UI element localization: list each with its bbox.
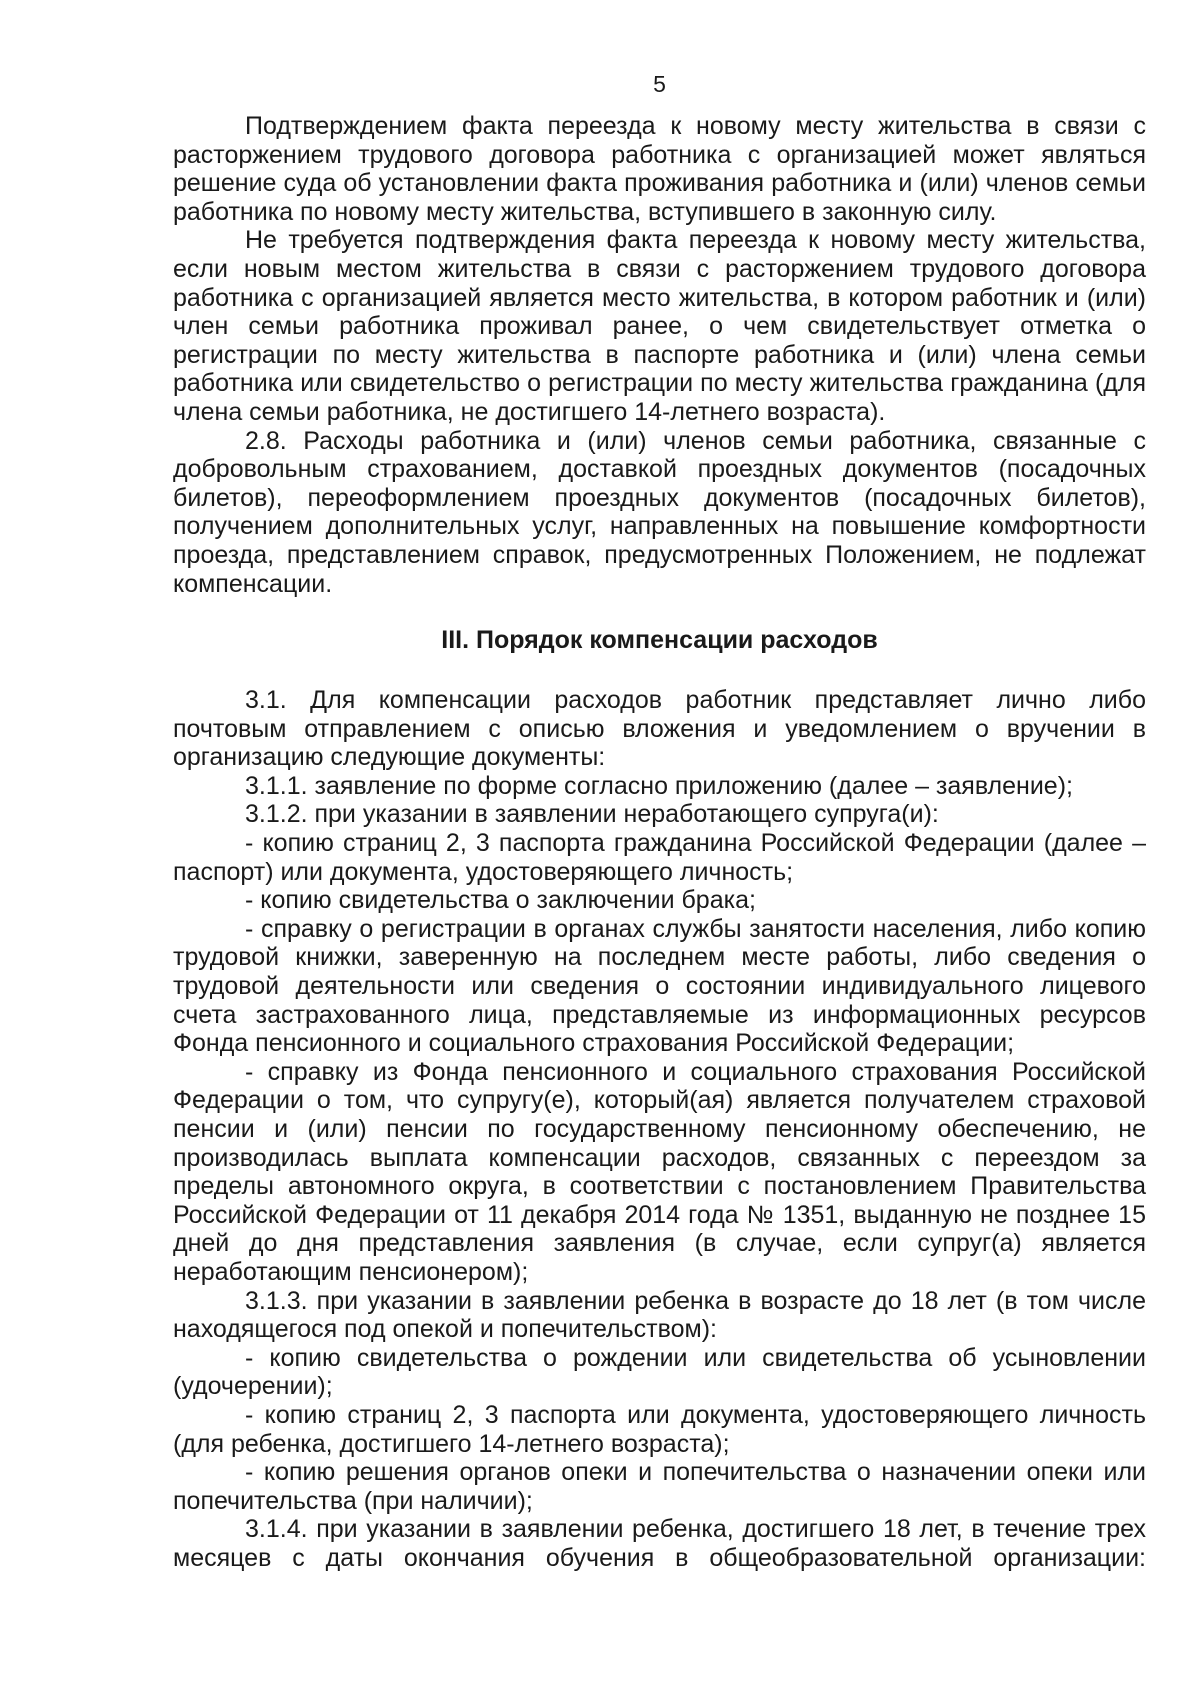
document-page bbox=[173, 70, 1146, 1573]
list-item-child-passport: - копию страниц 2, 3 паспорта или документа, удостоверяющего личность (для ребенка, достигшего 14-летнего возраста); bbox=[173, 1400, 1146, 1458]
page-number: 5 bbox=[653, 71, 666, 97]
list-item-guardianship-decision: - копию решения органов опеки и попечительства о назначении опеки или попечительства (при наличии); bbox=[173, 1458, 1146, 1515]
paragraph-3-1: 3.1. Для компенсации расходов работник представляет лично либо почтовым отправлением с описью вложения и уведомлением о вручении в организацию следующие документы: bbox=[173, 686, 1146, 772]
paragraph-no-proof-required: Не требуется подтверждения факта переезда к новому месту жительства, если новым местом жительства в связи с расторжением трудового договора работника с организацией является место жительства, в котором работник и (или) член семьи работника проживал ранее, о чем свидетельствует отметка о регистрации по месту жительства в паспорте работника и (или) члена семьи работника или свидетельство о регистрации по месту жительства гражданина (для члена семьи работника, не достигшего 14-летнего возраста). bbox=[173, 226, 1146, 426]
section-heading: III. Порядок компенсации расходов bbox=[441, 626, 878, 655]
paragraph-relocation-proof: Подтверждением факта переезда к новому месту жительства в связи с расторжением трудового договора работника с организацией может являться решение суда об установлении факта проживания работника и (или) членов семьи работника по новому месту жительства, вступившего в законную силу. bbox=[173, 112, 1146, 226]
list-item-passport-copy: - копию страниц 2, 3 паспорта гражданина Российской Федерации (далее – паспорт) или документа, удостоверяющего личность; bbox=[173, 829, 1146, 886]
paragraph-3-1-2: 3.1.2. при указании в заявлении неработающего супруга(и): bbox=[245, 800, 939, 829]
paragraph-3-1-4: 3.1.4. при указании в заявлении ребенка, достигшего 18 лет, в течение трех месяцев с даты окончания обучения в общеобразовательной организации: bbox=[173, 1515, 1146, 1572]
list-item-marriage-certificate: - копию свидетельства о заключении брака; bbox=[245, 886, 756, 915]
paragraph-3-1-1: 3.1.1. заявление по форме согласно приложению (далее – заявление); bbox=[245, 771, 1073, 800]
paragraph-3-1-3: 3.1.3. при указании в заявлении ребенка в возрасте до 18 лет (в том числе находящегося под опекой и попечительством): bbox=[173, 1286, 1146, 1344]
list-item-birth-certificate: - копию свидетельства о рождении или свидетельства об усыновлении (удочерении); bbox=[173, 1343, 1146, 1401]
list-item-employment-certificate: - справку о регистрации в органах службы занятости населения, либо копию трудовой книжки, заверенную на последнем месте работы, либо сведения о трудовой деятельности или сведения о состоянии индивидуального лицевого счета застрахованного лица, представляемые из информационных ресурсов Фонда пенсионного и социального страхования Российской Федерации; bbox=[173, 914, 1146, 1058]
list-item-pension-fund-certificate: - справку из Фонда пенсионного и социального страхования Российской Федерации о том, что супругу(е), который(ая) является получателем страховой пенсии и (или) пенсии по государственному пенсионному обеспечению, не производилась выплата компенсации расходов, связанных с переездом за пределы автономного округа, в соответствии с постановлением Правительства Российской Федерации от 11 декабря 2014 года № 1351, выданную не позднее 15 дней до дня представления заявления (в случае, если супруг(а) является неработающим пенсионером); bbox=[173, 1057, 1146, 1286]
paragraph-2-8: 2.8. Расходы работника и (или) членов семьи работника, связанные с добровольным страхованием, доставкой проездных документов (посадочных билетов), переоформлением проездных документов (посадочных билетов), получением дополнительных услуг, направленных на повышение комфортности проезда, представлением справок, предусмотренных Положением, не подлежат компенсации. bbox=[173, 426, 1146, 598]
